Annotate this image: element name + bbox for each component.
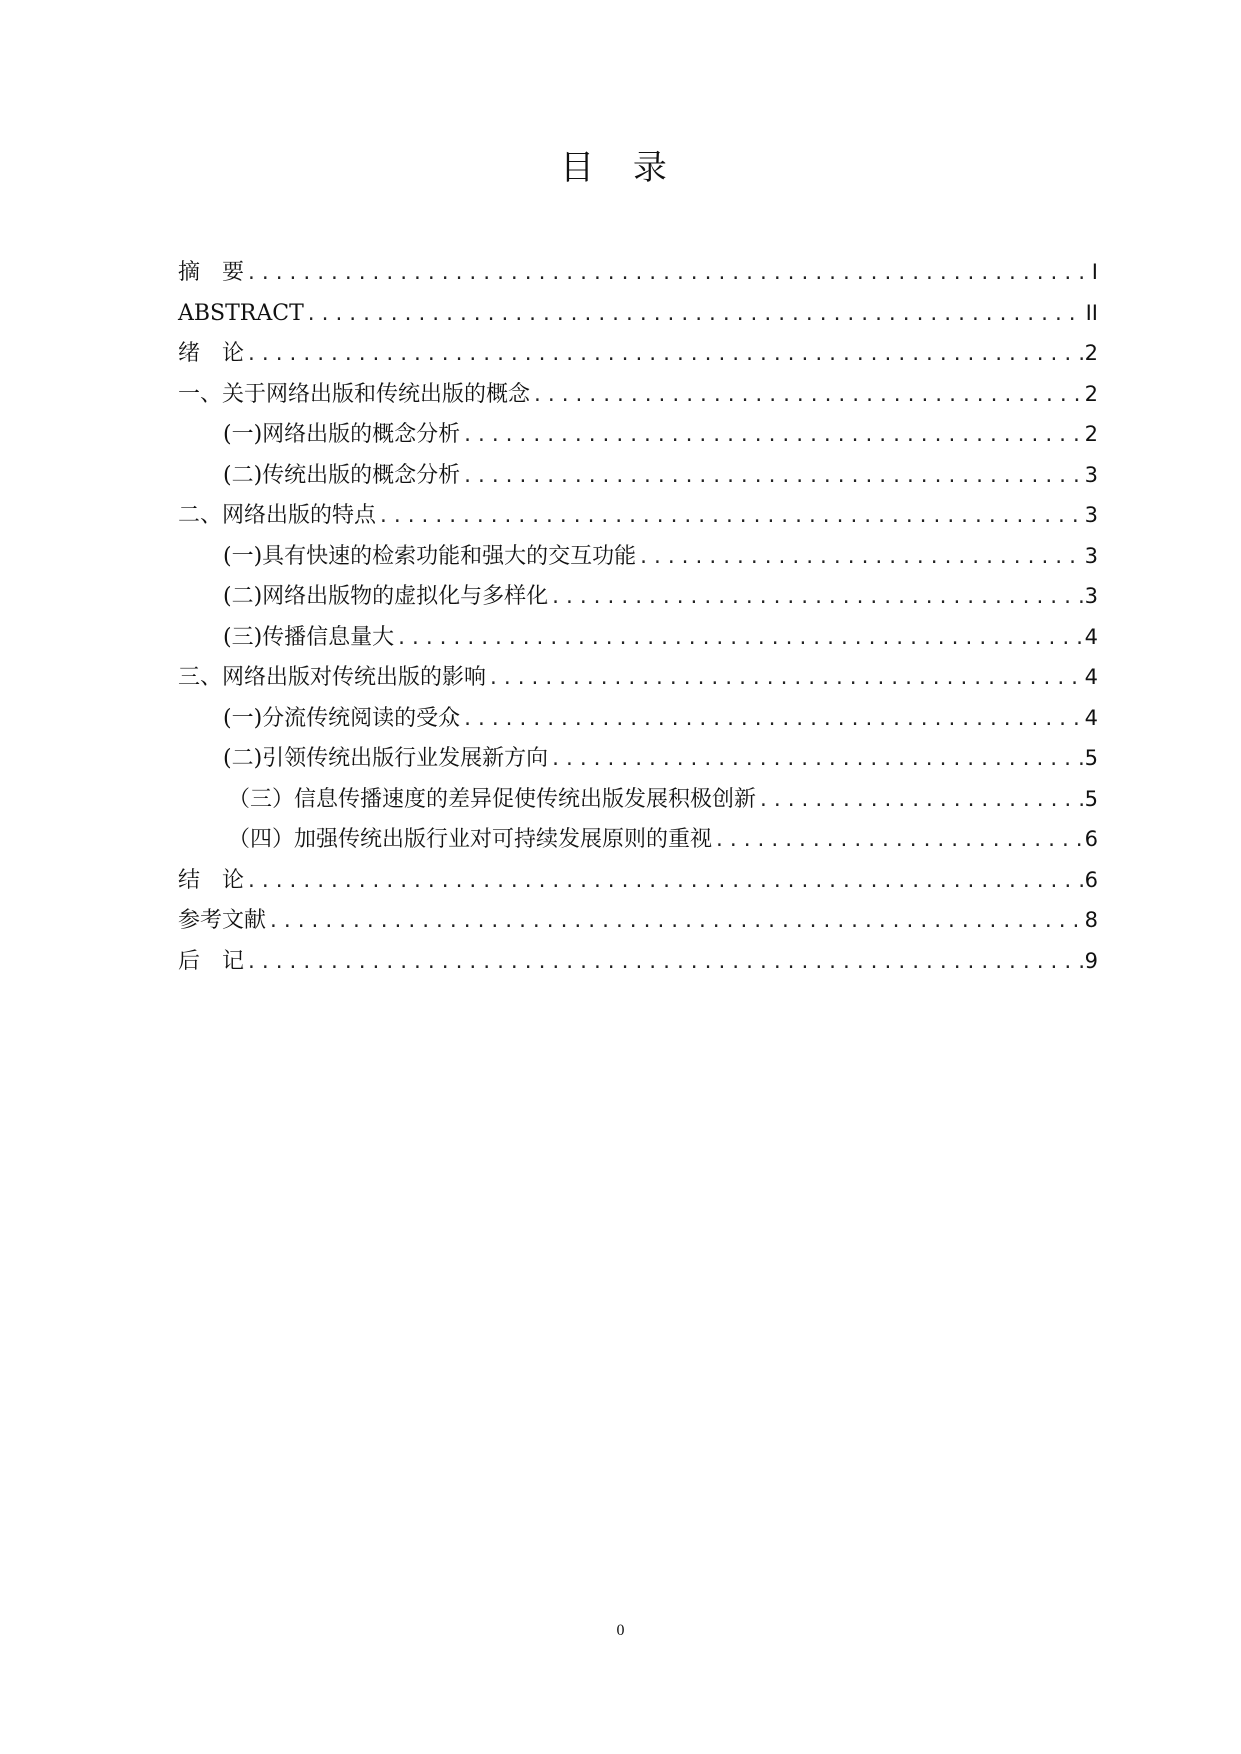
toc-entry[interactable] xyxy=(178,819,1098,860)
toc-entry-page: 4 xyxy=(1084,624,1098,649)
toc-leader-dots xyxy=(532,376,1083,417)
toc-entry-text: (三)传播信息量大 xyxy=(223,624,395,650)
toc-entry-text: (二)传统出版的概念分析 xyxy=(223,462,461,488)
toc-entry-text: 结 论 xyxy=(178,867,245,893)
toc-entry-page: II xyxy=(1085,300,1098,325)
toc-leader-dots xyxy=(462,700,1082,741)
toc-leader-dots xyxy=(488,659,1083,700)
toc-leader-dots xyxy=(246,254,1090,295)
toc-entry[interactable] xyxy=(178,738,1098,779)
toc-entry-text: （四）加强传统出版行业对可持续发展原则的重视 xyxy=(228,827,713,852)
toc-leader-dots xyxy=(758,781,1083,822)
toc-entry-text: 一、关于网络出版和传统出版的概念 xyxy=(178,381,531,407)
toc-entry[interactable] xyxy=(178,414,1098,455)
toc-entry-page: 4 xyxy=(1084,705,1098,730)
toc-entry-text: 二、网络出版的特点 xyxy=(178,503,377,528)
toc-entry[interactable] xyxy=(178,698,1098,739)
toc-entry-text: 绪 论 xyxy=(178,341,245,366)
toc-entry-page: 3 xyxy=(1084,543,1098,568)
toc-entry-page: 5 xyxy=(1084,746,1098,770)
toc-leader-dots xyxy=(550,740,1082,781)
toc-entry[interactable] xyxy=(178,333,1098,374)
toc-entry-text: (二)网络出版物的虚拟化与多样化 xyxy=(223,584,549,609)
toc-entry[interactable] xyxy=(178,293,1098,334)
toc-entry-text: 三、网络出版对传统出版的影响 xyxy=(178,665,487,690)
toc-entry[interactable] xyxy=(178,941,1098,982)
toc-entry-page: 2 xyxy=(1084,341,1098,365)
toc-entry[interactable] xyxy=(178,657,1098,698)
toc-entry-text: （三）信息传播速度的差异促使传统出版发展积极创新 xyxy=(228,786,757,812)
toc-entry[interactable] xyxy=(178,779,1098,820)
toc-entry-page: 3 xyxy=(1084,503,1098,527)
toc-entry-page: 6 xyxy=(1084,827,1098,851)
toc-list xyxy=(178,252,1098,981)
toc-entry[interactable] xyxy=(178,455,1098,496)
toc-entry-page: 9 xyxy=(1084,948,1098,973)
toc-leader-dots xyxy=(246,943,1083,984)
toc-entry-page: 2 xyxy=(1084,381,1098,406)
toc-entry-text: (一)网络出版的概念分析 xyxy=(223,422,461,447)
page-number: 0 xyxy=(616,1622,625,1639)
toc-entry-text: (一)具有快速的检索功能和强大的交互功能 xyxy=(223,543,637,569)
page-title: 目 录 xyxy=(560,148,681,188)
toc-entry[interactable] xyxy=(178,374,1098,415)
toc-entry[interactable] xyxy=(178,900,1098,941)
toc-entry[interactable] xyxy=(178,252,1098,293)
toc-entry-page: 3 xyxy=(1084,584,1098,608)
toc-leader-dots xyxy=(246,862,1083,903)
toc-leader-dots xyxy=(268,902,1083,943)
toc-leader-dots xyxy=(462,457,1082,498)
toc-entry[interactable] xyxy=(178,860,1098,901)
toc-entry-page: 4 xyxy=(1084,665,1098,689)
toc-entry[interactable] xyxy=(178,576,1098,617)
toc-leader-dots xyxy=(462,416,1082,457)
toc-leader-dots xyxy=(714,821,1083,862)
toc-leader-dots xyxy=(306,295,1084,336)
toc-entry-text: 后 记 xyxy=(178,948,245,974)
toc-entry-page: 8 xyxy=(1084,908,1098,932)
toc-entry-page: 2 xyxy=(1084,422,1098,446)
toc-leader-dots xyxy=(396,619,1082,660)
toc-leader-dots xyxy=(378,497,1083,538)
toc-entry[interactable] xyxy=(178,617,1098,658)
toc-leader-dots xyxy=(550,578,1082,619)
toc-entry[interactable] xyxy=(178,495,1098,536)
toc-entry-text: (二)引领传统出版行业发展新方向 xyxy=(223,746,549,771)
toc-entry-text: 参考文献 xyxy=(178,908,267,933)
toc-entry-text: (一)分流传统阅读的受众 xyxy=(223,705,461,731)
toc-entry-page: 5 xyxy=(1084,786,1098,811)
toc-entry-text: 摘 要 xyxy=(178,260,245,285)
toc-entry-text: ABSTRACT xyxy=(178,300,304,326)
toc-leader-dots xyxy=(246,335,1083,376)
toc-leader-dots xyxy=(638,538,1082,579)
toc-entry[interactable] xyxy=(178,536,1098,577)
toc-entry-page: I xyxy=(1091,260,1098,284)
toc-entry-page: 3 xyxy=(1084,462,1098,487)
toc-entry-page: 6 xyxy=(1084,867,1098,892)
